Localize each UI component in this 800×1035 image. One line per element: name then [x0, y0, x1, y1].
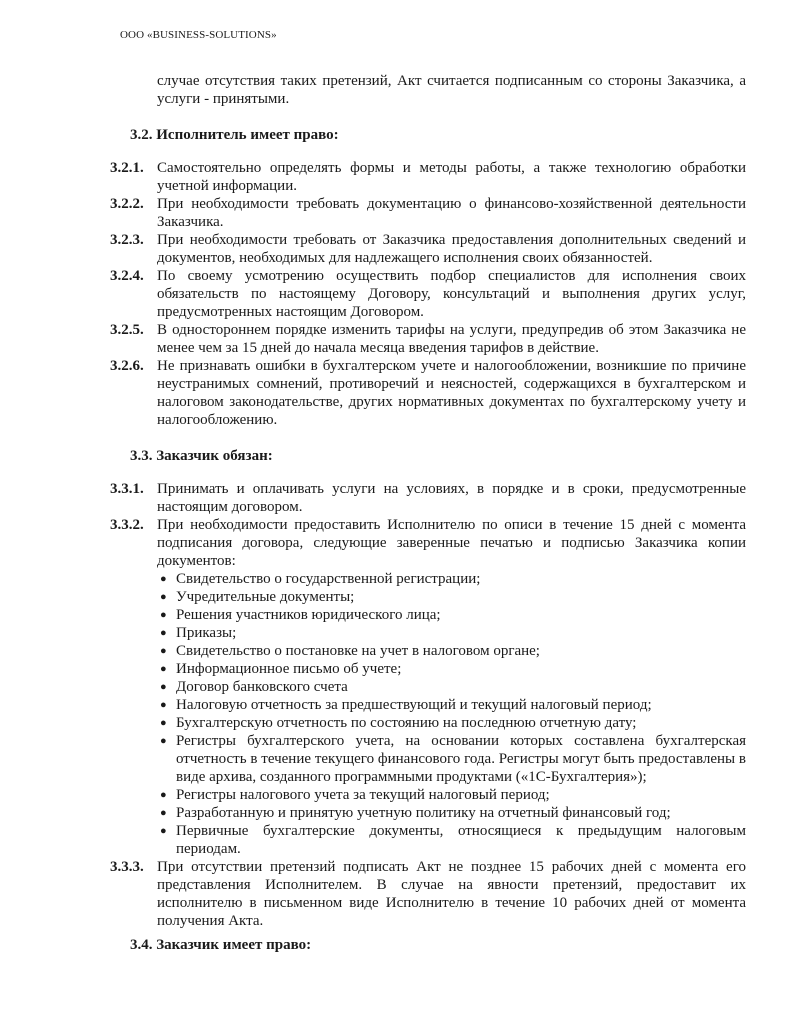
list-item-text: Информационное письмо об учете;: [176, 661, 402, 677]
clause-text: Самостоятельно определять формы и методы работы, а также технологию обработки учетной информации.: [157, 160, 746, 194]
list-item-text: Налоговую отчетность за предшествующий и текущий налоговый период;: [176, 697, 652, 713]
list-item-text: Первичные бухгалтерские документы, относящиеся к предыдущим налоговым периодам.: [176, 823, 746, 857]
clause-number: 3.2.2.: [110, 196, 144, 212]
list-item: [160, 570, 746, 588]
clause: [110, 321, 746, 357]
clause: [110, 357, 746, 429]
list-item: [160, 642, 746, 660]
bullet-dot-icon: ●: [160, 609, 167, 621]
list-item: [160, 660, 746, 678]
list-item: [160, 786, 746, 804]
clause-text: При необходимости требовать от Заказчика предоставления дополнительных сведений и документов, необходимых для надлежащего исполнения своих обязанностей.: [157, 232, 746, 266]
list-item: [160, 606, 746, 624]
list-item-text: Договор банковского счета: [176, 679, 348, 695]
clause-text: В одностороннем порядке изменить тарифы на услуги, предупредив об этом Заказчика не менее чем за 15 дней до начала месяца введения тарифов в действие.: [157, 322, 746, 356]
section-heading: 3.3. Заказчик обязан:: [130, 448, 273, 464]
list-item-text: Разработанную и принятую учетную политику на отчетный финансовый год;: [176, 805, 671, 821]
document-header: ООО «BUSINESS-SOLUTIONS»: [120, 29, 277, 41]
clause-text: Не признавать ошибки в бухгалтерском учете и налогообложении, возникшие по причине неустранимых сомнений, противоречий и неясностей, содержащихся в бухгалтерском и налоговом законодательстве, других нормативных документах по бухгалтерскому учету и налогообложению.: [157, 358, 746, 428]
bullet-dot-icon: ●: [160, 627, 167, 639]
bullet-dot-icon: ●: [160, 681, 167, 693]
clause-text: При необходимости предоставить Исполнителю по описи в течение 15 дней с момента подписания договора, следующие заверенные печатью и подписью Заказчика копии документов:: [157, 517, 746, 569]
list-item: [160, 588, 746, 606]
clause: [110, 267, 746, 321]
clause-number: 3.2.6.: [110, 358, 144, 374]
clause: [110, 480, 746, 516]
list-item-text: Регистры налогового учета за текущий налоговый период;: [176, 787, 550, 803]
clause-number: 3.3.2.: [110, 517, 144, 533]
intro-paragraph: случае отсутствия таких претензий, Акт считается подписанным со стороны Заказчика, а услуги - принятыми.: [157, 73, 746, 107]
document-list: [157, 570, 746, 858]
clause: [110, 231, 746, 267]
clause-number: 3.2.4.: [110, 268, 144, 284]
bullet-dot-icon: ●: [160, 663, 167, 675]
list-item: [160, 678, 746, 696]
bullet-dot-icon: ●: [160, 717, 167, 729]
list-item-text: Учредительные документы;: [176, 589, 355, 605]
list-item-text: Свидетельство о государственной регистрации;: [176, 571, 481, 587]
clause-number: 3.2.1.: [110, 160, 144, 176]
clause-number: 3.3.3.: [110, 859, 144, 875]
list-item-text: Решения участников юридического лица;: [176, 607, 441, 623]
clause: [110, 858, 746, 930]
bullet-dot-icon: ●: [160, 825, 167, 837]
clause-text: При отсутствии претензий подписать Акт не позднее 15 рабочих дней с момента его представления Исполнителем. В случае на явности претензий, предоставит их исполнителю в письменном виде Исполнителю в течение 10 рабочих дней от момента получения Акта.: [157, 859, 746, 929]
bullet-dot-icon: ●: [160, 699, 167, 711]
list-item-text: Бухгалтерскую отчетность по состоянию на последнюю отчетную дату;: [176, 715, 637, 731]
clause-number: 3.2.3.: [110, 232, 144, 248]
clause-body: [157, 516, 746, 858]
clause-text: Принимать и оплачивать услуги на условиях, в порядке и в сроки, предусмотренные настоящим договором.: [157, 481, 746, 515]
section-heading: 3.2. Исполнитель имеет право:: [130, 127, 339, 143]
clause-number: 3.2.5.: [110, 322, 144, 338]
list-item: [160, 696, 746, 714]
clause-number: 3.3.1.: [110, 481, 144, 497]
list-item-text: Приказы;: [176, 625, 237, 641]
clause: [110, 516, 746, 858]
bullet-dot-icon: ●: [160, 807, 167, 819]
bullet-dot-icon: ●: [160, 789, 167, 801]
bullet-dot-icon: ●: [160, 573, 167, 585]
list-item: [160, 624, 746, 642]
document-body: [110, 72, 746, 969]
bullet-dot-icon: ●: [160, 645, 167, 657]
bullet-dot-icon: ●: [160, 735, 167, 747]
list-item: [160, 822, 746, 858]
clause-text: При необходимости требовать документацию о финансово-хозяйственной деятельности Заказчика.: [157, 196, 746, 230]
clause-text: По своему усмотрению осуществить подбор специалистов для исполнения своих обязательств по настоящему Договору, консультаций и выполнения других услуг, предусмотренных настоящим Договором.: [157, 268, 746, 320]
clause: [110, 159, 746, 195]
list-item-text: Регистры бухгалтерского учета, на основании которых составлена бухгалтерская отчетность в течение текущего финансового года. Регистры могут быть предоставлены в виде архива, созданного программными продуктами («1С-Бухгалтерия»);: [176, 733, 746, 785]
list-item: [160, 714, 746, 732]
list-item-text: Свидетельство о постановке на учет в налоговом органе;: [176, 643, 540, 659]
list-item: [160, 732, 746, 786]
list-item: [160, 804, 746, 822]
bullet-dot-icon: ●: [160, 591, 167, 603]
clause: [110, 195, 746, 231]
section-heading: 3.4. Заказчик имеет право:: [130, 937, 312, 953]
